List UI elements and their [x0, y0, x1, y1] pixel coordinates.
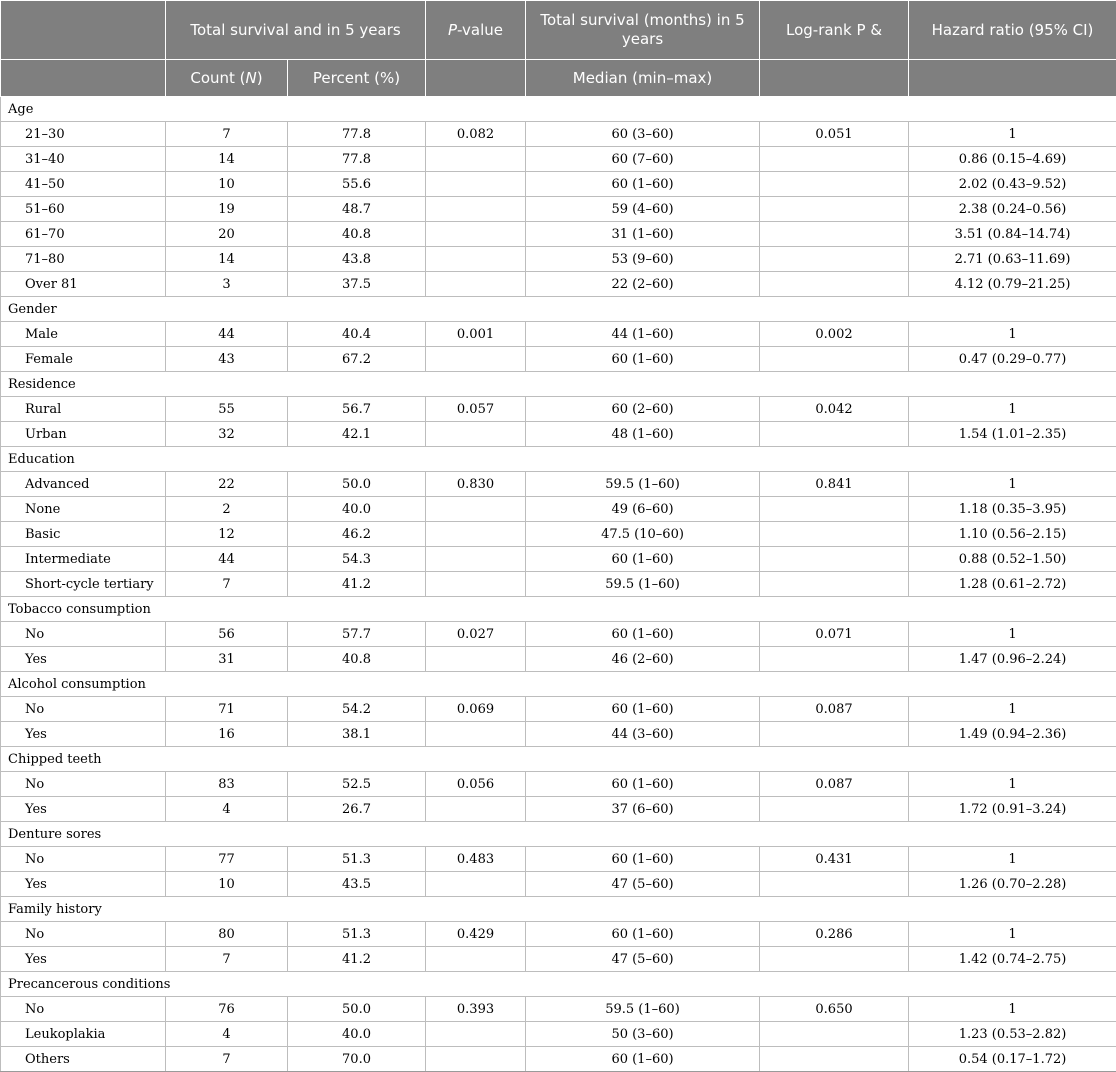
percent-cell: 50.0	[288, 472, 426, 497]
percent-cell: 55.6	[288, 172, 426, 197]
category-label: Gender	[1, 297, 1116, 322]
log-rank-cell	[760, 497, 909, 522]
count-cell: 22	[166, 472, 288, 497]
median-cell: 31 (1–60)	[526, 222, 760, 247]
median-cell: 53 (9–60)	[526, 247, 760, 272]
count-cell: 56	[166, 622, 288, 647]
count-cell: 55	[166, 397, 288, 422]
header-hazard-ratio: Hazard ratio (95% CI)	[909, 1, 1116, 60]
count-cell: 44	[166, 322, 288, 347]
log-rank-cell: 0.087	[760, 772, 909, 797]
table-row	[1, 422, 1116, 447]
hazard-ratio-cell: 1.54 (1.01–2.35)	[909, 422, 1116, 447]
count-n: N	[246, 69, 257, 87]
category-label: Precancerous conditions	[1, 972, 1116, 997]
percent-cell: 43.8	[288, 247, 426, 272]
row-label: Rural	[1, 397, 166, 422]
table-row	[1, 622, 1116, 647]
p-value-cell: 0.082	[426, 122, 526, 147]
median-cell: 44 (1–60)	[526, 322, 760, 347]
table-body	[1, 97, 1116, 1072]
table-row	[1, 547, 1116, 572]
median-cell: 48 (1–60)	[526, 422, 760, 447]
table-row	[1, 872, 1116, 897]
row-label: No	[1, 697, 166, 722]
log-rank-cell: 0.650	[760, 997, 909, 1022]
subheader-blank-2	[426, 60, 526, 97]
p-value-cell	[426, 1022, 526, 1047]
table-row	[1, 222, 1116, 247]
log-rank-cell	[760, 947, 909, 972]
percent-cell: 46.2	[288, 522, 426, 547]
median-cell: 60 (1–60)	[526, 922, 760, 947]
row-label: Yes	[1, 947, 166, 972]
percent-cell: 67.2	[288, 347, 426, 372]
count-cell: 7	[166, 947, 288, 972]
hazard-ratio-cell: 1.28 (0.61–2.72)	[909, 572, 1116, 597]
row-label: No	[1, 622, 166, 647]
p-value-cell: 0.057	[426, 397, 526, 422]
table-row	[1, 322, 1116, 347]
hazard-ratio-cell: 0.47 (0.29–0.77)	[909, 347, 1116, 372]
percent-cell: 56.7	[288, 397, 426, 422]
log-rank-cell: 0.002	[760, 322, 909, 347]
p-value-cell	[426, 422, 526, 447]
median-cell: 60 (1–60)	[526, 172, 760, 197]
table-row	[1, 147, 1116, 172]
p-value-cell	[426, 722, 526, 747]
count-cell: 10	[166, 872, 288, 897]
table-row	[1, 497, 1116, 522]
row-label: 51–60	[1, 197, 166, 222]
count-post: )	[257, 69, 263, 87]
p-value-cell	[426, 172, 526, 197]
subheader-count	[166, 60, 288, 97]
table-row	[1, 697, 1116, 722]
log-rank-cell	[760, 172, 909, 197]
row-label: Yes	[1, 872, 166, 897]
category-label: Residence	[1, 372, 1116, 397]
p-value-cell	[426, 247, 526, 272]
row-label: 71–80	[1, 247, 166, 272]
header-log-rank: Log-rank P &	[760, 1, 909, 60]
median-cell: 47 (5–60)	[526, 947, 760, 972]
subheader-median: Median (min–max)	[526, 60, 760, 97]
median-cell: 60 (1–60)	[526, 847, 760, 872]
hazard-ratio-cell: 1.26 (0.70–2.28)	[909, 872, 1116, 897]
hazard-ratio-cell: 2.71 (0.63–11.69)	[909, 247, 1116, 272]
header-variable	[1, 1, 166, 60]
category-row	[1, 97, 1116, 122]
p-value-cell: 0.001	[426, 322, 526, 347]
p-value-cell	[426, 872, 526, 897]
p-value-cell	[426, 522, 526, 547]
count-cell: 19	[166, 197, 288, 222]
p-value-cell: 0.027	[426, 622, 526, 647]
hazard-ratio-cell: 1.49 (0.94–2.36)	[909, 722, 1116, 747]
count-cell: 7	[166, 122, 288, 147]
hazard-ratio-cell: 0.86 (0.15–4.69)	[909, 147, 1116, 172]
log-rank-cell	[760, 272, 909, 297]
p-value-cell	[426, 572, 526, 597]
log-rank-cell	[760, 722, 909, 747]
count-cell: 14	[166, 147, 288, 172]
category-row	[1, 297, 1116, 322]
p-value-cell: 0.429	[426, 922, 526, 947]
log-rank-cell	[760, 522, 909, 547]
hazard-ratio-cell: 1.47 (0.96–2.24)	[909, 647, 1116, 672]
row-label: None	[1, 497, 166, 522]
count-cell: 77	[166, 847, 288, 872]
percent-cell: 51.3	[288, 922, 426, 947]
subheader-blank-1	[1, 60, 166, 97]
hazard-ratio-cell: 2.38 (0.24–0.56)	[909, 197, 1116, 222]
median-cell: 60 (3–60)	[526, 122, 760, 147]
hazard-ratio-cell: 1	[909, 322, 1116, 347]
row-label: No	[1, 772, 166, 797]
percent-cell: 40.0	[288, 497, 426, 522]
p-value-cell	[426, 272, 526, 297]
subheader-percent: Percent (%)	[288, 60, 426, 97]
table-row	[1, 172, 1116, 197]
log-rank-cell	[760, 647, 909, 672]
hazard-ratio-cell: 1	[909, 997, 1116, 1022]
table-row	[1, 997, 1116, 1022]
hazard-ratio-cell: 1	[909, 472, 1116, 497]
count-cell: 44	[166, 547, 288, 572]
count-pre: Count (	[190, 69, 245, 87]
count-cell: 12	[166, 522, 288, 547]
median-cell: 37 (6–60)	[526, 797, 760, 822]
category-row	[1, 447, 1116, 472]
percent-cell: 42.1	[288, 422, 426, 447]
table-row	[1, 572, 1116, 597]
count-cell: 4	[166, 797, 288, 822]
log-rank-cell: 0.431	[760, 847, 909, 872]
median-cell: 60 (1–60)	[526, 622, 760, 647]
p-value-cell: 0.056	[426, 772, 526, 797]
hazard-ratio-cell: 2.02 (0.43–9.52)	[909, 172, 1116, 197]
median-cell: 59.5 (1–60)	[526, 572, 760, 597]
row-label: Others	[1, 1047, 166, 1072]
row-label: Male	[1, 322, 166, 347]
subheader-blank-3	[760, 60, 909, 97]
median-cell: 47 (5–60)	[526, 872, 760, 897]
median-cell: 22 (2–60)	[526, 272, 760, 297]
percent-cell: 54.2	[288, 697, 426, 722]
count-cell: 31	[166, 647, 288, 672]
row-label: 61–70	[1, 222, 166, 247]
hazard-ratio-cell: 1	[909, 847, 1116, 872]
row-label: Yes	[1, 722, 166, 747]
header-total-survival: Total survival and in 5 years	[166, 1, 426, 60]
median-cell: 59 (4–60)	[526, 197, 760, 222]
median-cell: 50 (3–60)	[526, 1022, 760, 1047]
hazard-ratio-cell: 1	[909, 922, 1116, 947]
row-label: No	[1, 997, 166, 1022]
count-cell: 76	[166, 997, 288, 1022]
category-label: Alcohol consumption	[1, 672, 1116, 697]
median-cell: 60 (1–60)	[526, 547, 760, 572]
count-cell: 14	[166, 247, 288, 272]
header-p-italic: P	[448, 21, 457, 39]
median-cell: 60 (1–60)	[526, 697, 760, 722]
percent-cell: 48.7	[288, 197, 426, 222]
category-row	[1, 672, 1116, 697]
hazard-ratio-cell: 1	[909, 622, 1116, 647]
log-rank-cell	[760, 572, 909, 597]
median-cell: 60 (1–60)	[526, 772, 760, 797]
log-rank-cell	[760, 797, 909, 822]
hazard-ratio-cell: 1	[909, 122, 1116, 147]
row-label: No	[1, 922, 166, 947]
row-label: Advanced	[1, 472, 166, 497]
percent-cell: 41.2	[288, 572, 426, 597]
row-label: Leukoplakia	[1, 1022, 166, 1047]
table-header	[1, 1, 1116, 97]
table-row	[1, 122, 1116, 147]
table-row	[1, 847, 1116, 872]
p-value-cell: 0.393	[426, 997, 526, 1022]
row-label: 41–50	[1, 172, 166, 197]
table-row	[1, 797, 1116, 822]
percent-cell: 40.4	[288, 322, 426, 347]
header-p-value	[426, 1, 526, 60]
median-cell: 44 (3–60)	[526, 722, 760, 747]
percent-cell: 43.5	[288, 872, 426, 897]
table-row	[1, 722, 1116, 747]
count-cell: 10	[166, 172, 288, 197]
category-label: Denture sores	[1, 822, 1116, 847]
percent-cell: 26.7	[288, 797, 426, 822]
count-cell: 20	[166, 222, 288, 247]
log-rank-cell: 0.286	[760, 922, 909, 947]
median-cell: 47.5 (10–60)	[526, 522, 760, 547]
table-row	[1, 347, 1116, 372]
percent-cell: 40.8	[288, 647, 426, 672]
count-cell: 80	[166, 922, 288, 947]
header-total-survival-months: Total survival (months) in 5 years	[526, 1, 760, 60]
category-label: Tobacco consumption	[1, 597, 1116, 622]
percent-cell: 37.5	[288, 272, 426, 297]
percent-cell: 40.0	[288, 1022, 426, 1047]
log-rank-cell	[760, 547, 909, 572]
median-cell: 49 (6–60)	[526, 497, 760, 522]
p-value-cell	[426, 222, 526, 247]
p-value-cell	[426, 347, 526, 372]
count-cell: 3	[166, 272, 288, 297]
log-rank-cell	[760, 247, 909, 272]
percent-cell: 57.7	[288, 622, 426, 647]
row-label: Yes	[1, 647, 166, 672]
hazard-ratio-cell: 1.18 (0.35–3.95)	[909, 497, 1116, 522]
category-label: Chipped teeth	[1, 747, 1116, 772]
count-cell: 16	[166, 722, 288, 747]
p-value-cell	[426, 497, 526, 522]
row-label: 21–30	[1, 122, 166, 147]
p-value-cell: 0.483	[426, 847, 526, 872]
category-row	[1, 897, 1116, 922]
hazard-ratio-cell: 0.54 (0.17–1.72)	[909, 1047, 1116, 1072]
table-row	[1, 272, 1116, 297]
percent-cell: 50.0	[288, 997, 426, 1022]
category-label: Age	[1, 97, 1116, 122]
row-label: Intermediate	[1, 547, 166, 572]
hazard-ratio-cell: 1.10 (0.56–2.15)	[909, 522, 1116, 547]
category-label: Education	[1, 447, 1116, 472]
median-cell: 59.5 (1–60)	[526, 472, 760, 497]
log-rank-cell: 0.042	[760, 397, 909, 422]
table-row	[1, 197, 1116, 222]
p-value-cell	[426, 147, 526, 172]
subheader-blank-4	[909, 60, 1116, 97]
row-label: Short-cycle tertiary	[1, 572, 166, 597]
log-rank-cell: 0.051	[760, 122, 909, 147]
percent-cell: 51.3	[288, 847, 426, 872]
median-cell: 60 (1–60)	[526, 1047, 760, 1072]
row-label: 31–40	[1, 147, 166, 172]
count-cell: 2	[166, 497, 288, 522]
p-value-cell: 0.830	[426, 472, 526, 497]
percent-cell: 41.2	[288, 947, 426, 972]
count-cell: 4	[166, 1022, 288, 1047]
hazard-ratio-cell: 0.88 (0.52–1.50)	[909, 547, 1116, 572]
count-cell: 83	[166, 772, 288, 797]
count-cell: 7	[166, 1047, 288, 1072]
hazard-ratio-cell: 3.51 (0.84–14.74)	[909, 222, 1116, 247]
percent-cell: 77.8	[288, 147, 426, 172]
median-cell: 60 (2–60)	[526, 397, 760, 422]
hazard-ratio-cell: 1.23 (0.53–2.82)	[909, 1022, 1116, 1047]
category-row	[1, 822, 1116, 847]
log-rank-cell	[760, 872, 909, 897]
category-row	[1, 372, 1116, 397]
median-cell: 60 (1–60)	[526, 347, 760, 372]
row-label: Urban	[1, 422, 166, 447]
hazard-ratio-cell: 4.12 (0.79–21.25)	[909, 272, 1116, 297]
median-cell: 60 (7–60)	[526, 147, 760, 172]
table-row	[1, 922, 1116, 947]
hazard-ratio-cell: 1	[909, 397, 1116, 422]
row-label: No	[1, 847, 166, 872]
log-rank-cell	[760, 1022, 909, 1047]
table-row	[1, 522, 1116, 547]
log-rank-cell: 0.841	[760, 472, 909, 497]
percent-cell: 40.8	[288, 222, 426, 247]
count-cell: 71	[166, 697, 288, 722]
p-value-cell	[426, 947, 526, 972]
hazard-ratio-cell: 1	[909, 697, 1116, 722]
table-row	[1, 772, 1116, 797]
p-value-cell	[426, 647, 526, 672]
median-cell: 59.5 (1–60)	[526, 997, 760, 1022]
row-label: Yes	[1, 797, 166, 822]
category-row	[1, 747, 1116, 772]
row-label: Over 81	[1, 272, 166, 297]
percent-cell: 38.1	[288, 722, 426, 747]
row-label: Female	[1, 347, 166, 372]
p-value-cell	[426, 797, 526, 822]
table-row	[1, 947, 1116, 972]
p-value-cell	[426, 197, 526, 222]
log-rank-cell	[760, 197, 909, 222]
percent-cell: 77.8	[288, 122, 426, 147]
category-label: Family history	[1, 897, 1116, 922]
percent-cell: 70.0	[288, 1047, 426, 1072]
category-row	[1, 597, 1116, 622]
log-rank-cell	[760, 222, 909, 247]
table-row	[1, 247, 1116, 272]
p-value-cell: 0.069	[426, 697, 526, 722]
table-row	[1, 647, 1116, 672]
log-rank-cell: 0.071	[760, 622, 909, 647]
log-rank-cell	[760, 347, 909, 372]
hazard-ratio-cell: 1.72 (0.91–3.24)	[909, 797, 1116, 822]
log-rank-cell	[760, 147, 909, 172]
table-row	[1, 1022, 1116, 1047]
percent-cell: 54.3	[288, 547, 426, 572]
count-cell: 43	[166, 347, 288, 372]
category-row	[1, 972, 1116, 997]
log-rank-cell: 0.087	[760, 697, 909, 722]
hazard-ratio-cell: 1	[909, 772, 1116, 797]
log-rank-cell	[760, 422, 909, 447]
hazard-ratio-cell: 1.42 (0.74–2.75)	[909, 947, 1116, 972]
table-row	[1, 472, 1116, 497]
header-p-rest: -value	[457, 21, 503, 39]
count-cell: 32	[166, 422, 288, 447]
p-value-cell	[426, 547, 526, 572]
median-cell: 46 (2–60)	[526, 647, 760, 672]
percent-cell: 52.5	[288, 772, 426, 797]
table-row	[1, 397, 1116, 422]
count-cell: 7	[166, 572, 288, 597]
row-label: Basic	[1, 522, 166, 547]
